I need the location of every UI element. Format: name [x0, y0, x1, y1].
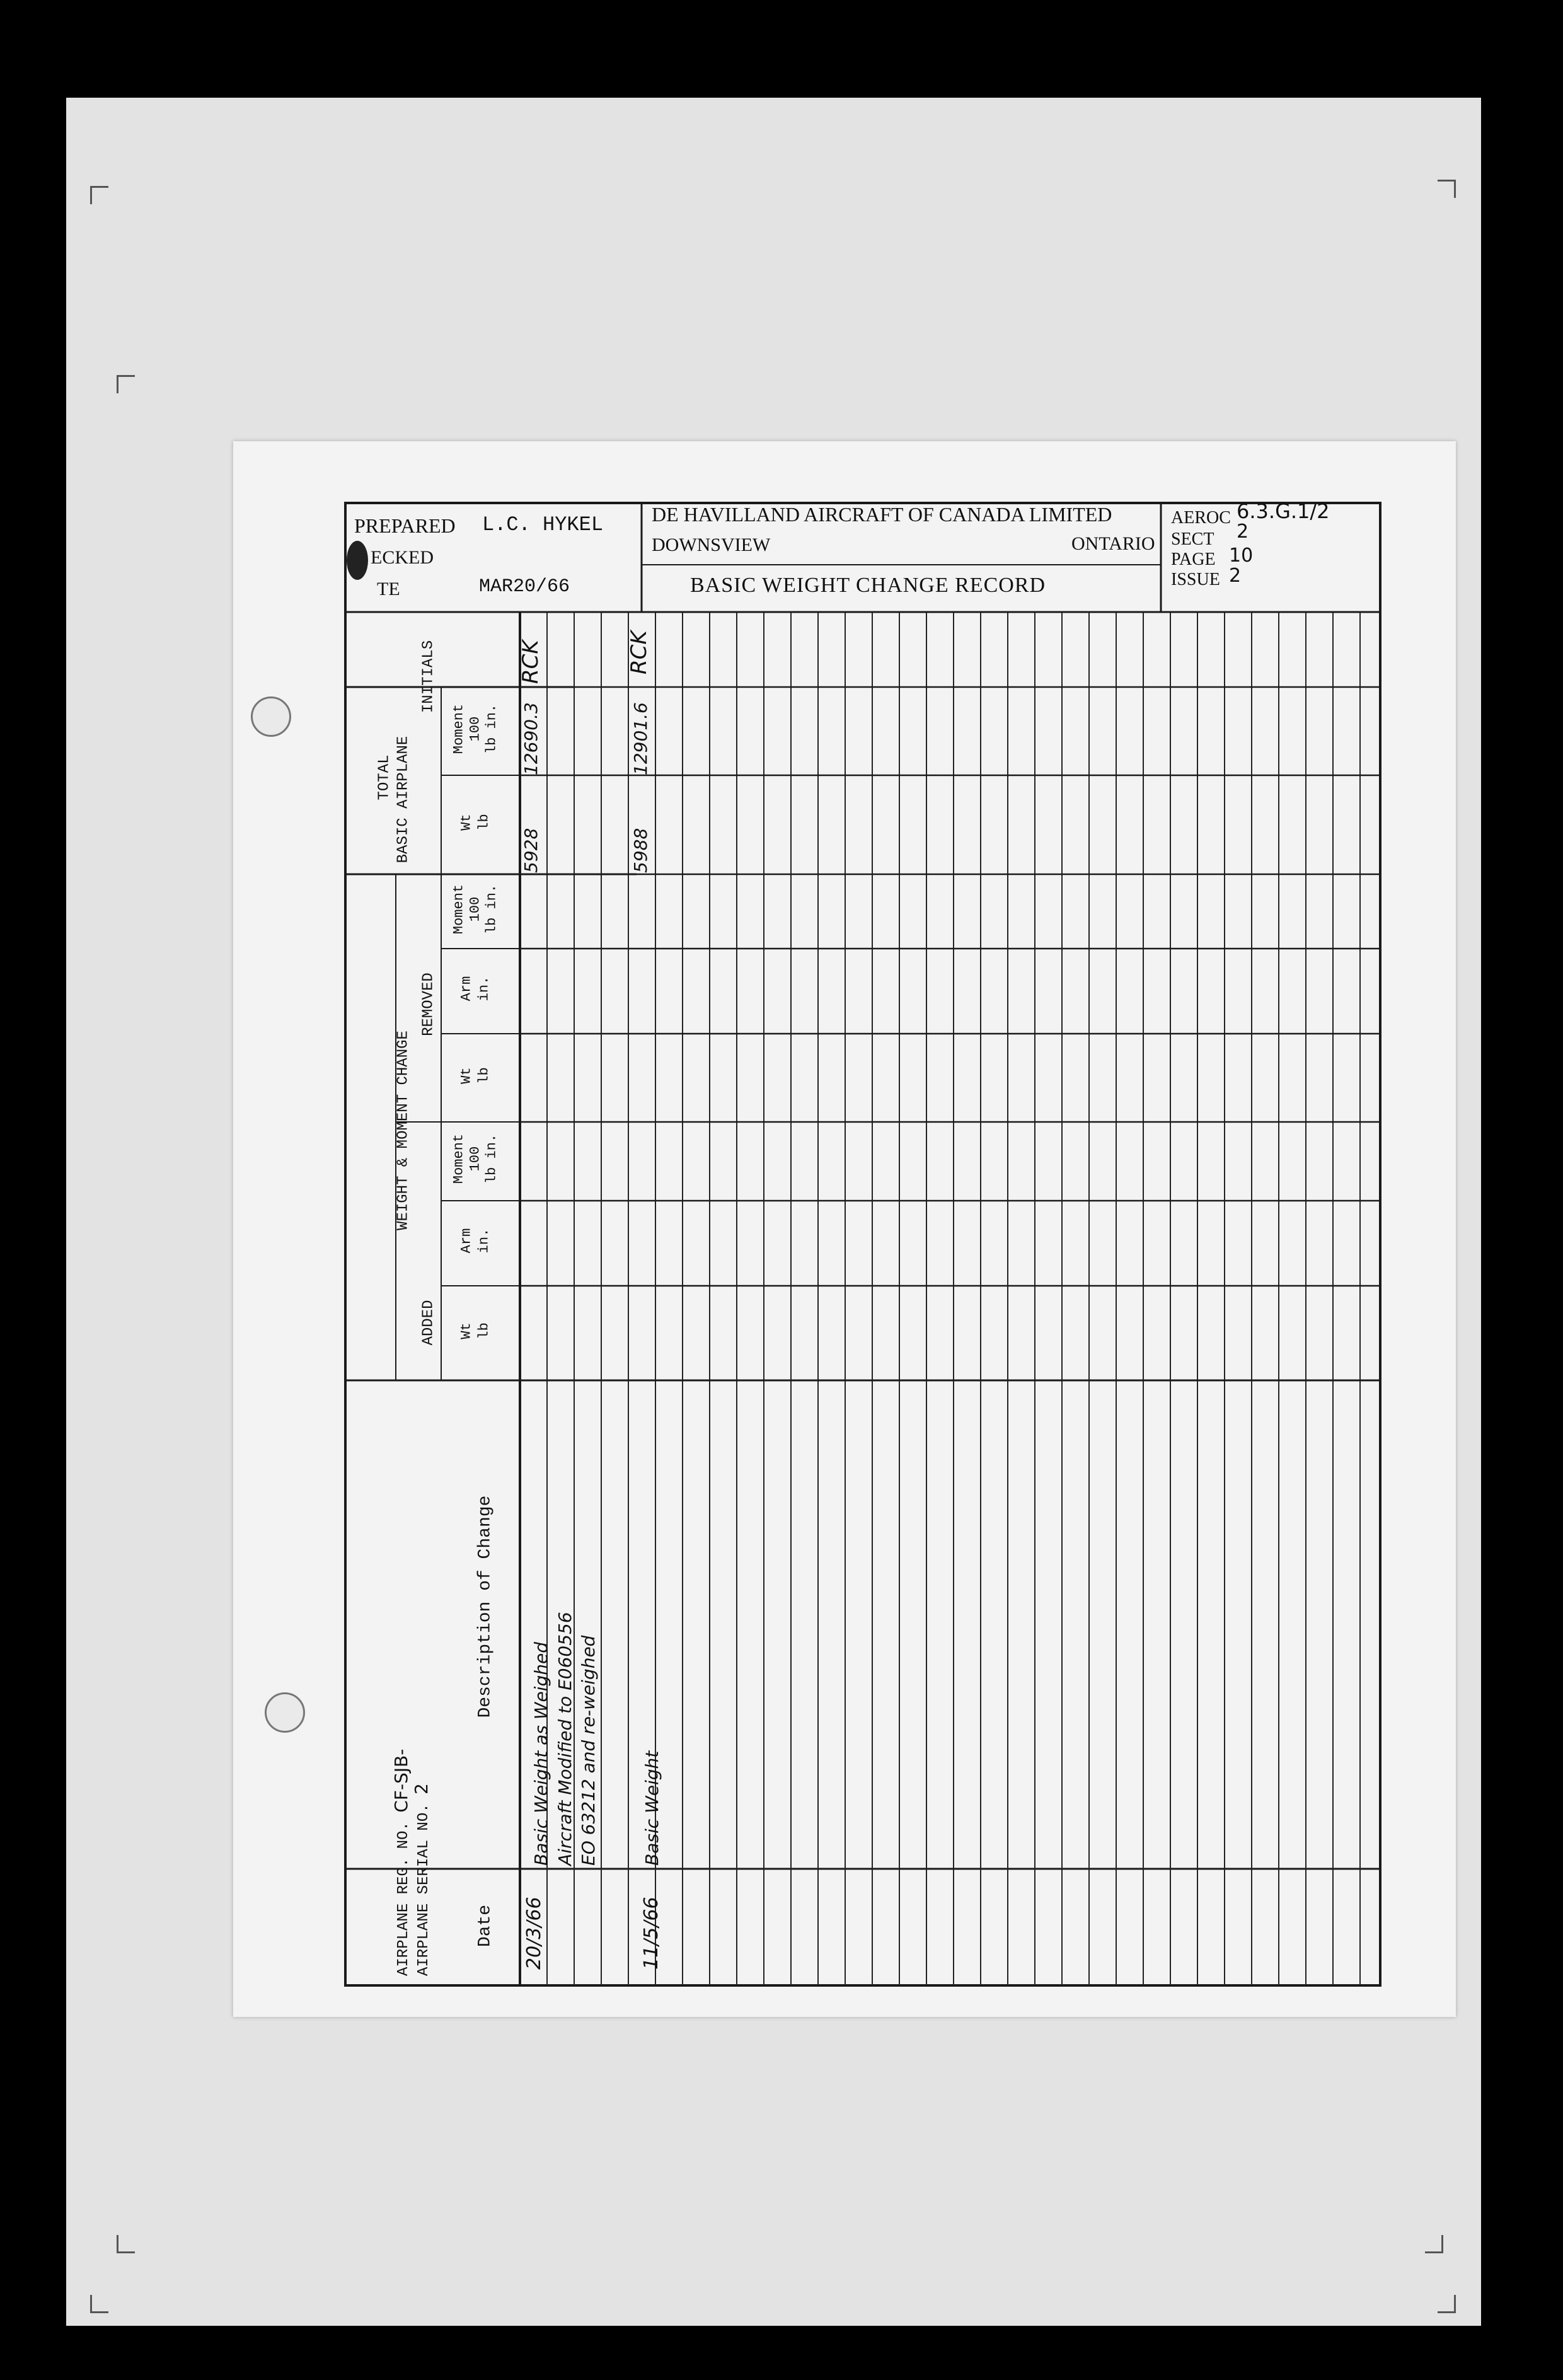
date-value: MAR20/66 [479, 576, 570, 598]
entry-description-line: Aircraft Modified to E060556 [555, 1612, 575, 1866]
ink-blot [347, 541, 368, 580]
lb-in-subheader: lb in. [483, 884, 500, 935]
issue-label: ISSUE [1171, 570, 1220, 589]
date-column-header: Date [475, 1904, 495, 1948]
moment-subheader: Moment [451, 1133, 467, 1184]
entry-total-wt: 5988 [630, 828, 651, 873]
in-subheader: in. [476, 976, 492, 1002]
moment-subheader: Moment [451, 884, 467, 935]
lb-subheader: lb [476, 1322, 492, 1339]
airplane-serial [411, 1783, 432, 1976]
aeroc-label: AEROC [1171, 508, 1231, 528]
total-header: TOTAL [376, 754, 393, 800]
airplane-reg [391, 1749, 412, 1976]
initials-header: INITIALS [420, 640, 437, 713]
description-column-header: Description of Change [475, 1495, 495, 1718]
issue-value: 2 [1229, 565, 1242, 587]
hundred-subheader: 100 [467, 1146, 483, 1172]
wt-subheader: Wt [458, 814, 475, 831]
entry-initials: RCK [518, 640, 543, 684]
company-name: DE HAVILLAND AIRCRAFT OF CANADA LIMITED [652, 503, 1112, 526]
in-subheader: in. [476, 1228, 492, 1254]
moment-subheader: Moment [451, 703, 467, 754]
page-label: PAGE [1171, 550, 1216, 569]
reg-value: CF-SJB- [391, 1748, 412, 1813]
row-lines [547, 612, 1360, 1985]
checked-label: ECKED [371, 547, 434, 568]
arm-subheader: Arm [458, 976, 475, 1002]
form-title: BASIC WEIGHT CHANGE RECORD [690, 574, 1046, 597]
sect-label: SECT [1171, 529, 1214, 549]
location-province: ONTARIO [1071, 533, 1155, 554]
lb-subheader: lb [476, 814, 492, 831]
entry-date: 20/3/66 [523, 1897, 545, 1970]
serial-label: AIRPLANE SERIAL NO. [415, 1803, 432, 1976]
entry-total-moment: 12690.3 [521, 702, 541, 775]
hundred-subheader: 100 [467, 896, 483, 922]
date-label: TE [377, 579, 400, 599]
entry-initials: RCK [626, 630, 652, 674]
reg-label: AIRPLANE REG. NO. [395, 1822, 412, 1976]
weight-moment-change-header: WEIGHT & MOMENT CHANGE [395, 1031, 412, 1230]
hundred-subheader: 100 [467, 716, 483, 742]
entry-total-moment: 12901.6 [630, 702, 651, 775]
page-value: 10 [1229, 545, 1254, 567]
entry-total-wt: 5928 [521, 828, 541, 873]
removed-header: REMOVED [420, 973, 437, 1036]
serial-value: 2 [411, 1783, 432, 1794]
wt-subheader: Wt [458, 1067, 475, 1084]
lb-subheader: lb [476, 1067, 492, 1084]
location-city: DOWNSVIEW [652, 534, 771, 555]
arm-subheader: Arm [458, 1228, 475, 1254]
prepared-by: L.C. HYKEL [482, 513, 604, 536]
entry-description-line: Basic Weight [642, 1750, 662, 1866]
aeroc-value: 6.3.G.1/2 [1237, 499, 1330, 523]
entry-date: 11/5/66 [640, 1897, 662, 1970]
entry-description-line: Basic Weight as Weighed [531, 1642, 551, 1866]
sect-value: 2 [1237, 521, 1249, 543]
lb-in-subheader: lb in. [483, 703, 500, 754]
entry-description-line: EO 63212 and re-weighed [578, 1635, 599, 1866]
basic-airplane-header: BASIC AIRPLANE [395, 736, 412, 864]
lb-in-subheader: lb in. [483, 1133, 500, 1184]
added-header: ADDED [420, 1300, 437, 1346]
prepared-label: PREPARED [354, 514, 456, 537]
wt-subheader: Wt [458, 1322, 475, 1339]
